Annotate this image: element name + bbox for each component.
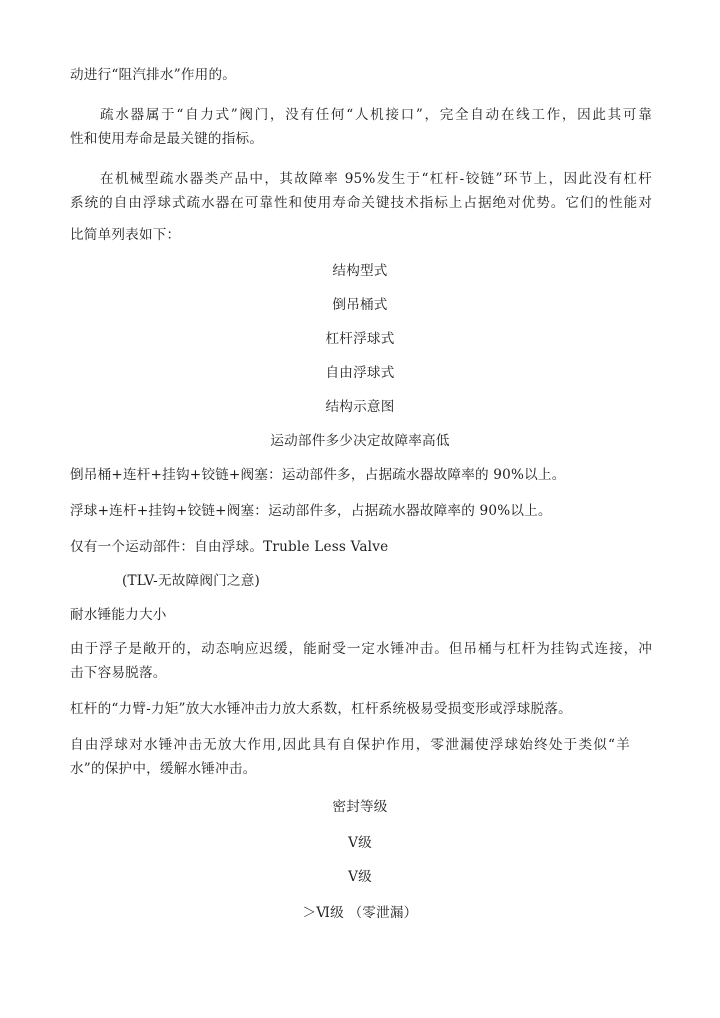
- paragraph-line: 浮球+连杆+挂钩+铰链+阀塞：运动部件多，占据疏水器故障率的 90%以上。: [70, 503, 552, 519]
- paragraph-line: 击下容易脱落。: [70, 665, 167, 681]
- table-header-schematic: 结构示意图: [325, 399, 395, 415]
- table-cell-seal-grade-lever: Ⅴ级: [348, 869, 372, 885]
- table-header-seal-grade: 密封等级: [332, 799, 388, 815]
- paragraph-line: 水”的保护中，缓解水锤冲击。: [70, 761, 257, 777]
- table-header-water-hammer: 耐水锤能力大小: [70, 607, 167, 623]
- paragraph-line: 杠杆的“力臂-力矩”放大水锤冲击力放大系数，杠杆系统极易受损变形或浮球脱落。: [70, 701, 572, 717]
- table-cell-free-float: 自由浮球式: [325, 365, 395, 381]
- paragraph-line: (TLV-无故障阀门之意): [122, 573, 261, 589]
- paragraph-line: 在机械型疏水器类产品中，其故障率 95%发生于“杠杆-铰链”环节上，因此没有杠杆: [100, 171, 652, 187]
- table-cell-inverted-bucket: 倒吊桶式: [332, 297, 388, 313]
- paragraph-line: 由于浮子是敞开的，动态响应迟缓，能耐受一定水锤冲击。但吊桶与杠杆为挂钩式连接，冲: [70, 641, 652, 657]
- paragraph-line: 系统的自由浮球式疏水器在可靠性和使用寿命关键技术指标上占据绝对优势。它们的性能对: [70, 195, 652, 211]
- table-cell-seal-grade-bucket: Ⅴ级: [348, 835, 372, 851]
- paragraph-line: 疏水器属于“自力式”阀门，没有任何“人机接口”，完全自动在线工作，因此其可靠: [100, 107, 652, 123]
- paragraph-line: 自由浮球对水锤冲击无放大作用,因此具有自保护作用，零泄漏使浮球始终处于类似“羊: [70, 737, 630, 753]
- paragraph-line: 性和使用寿命是最关键的指标。: [70, 131, 264, 147]
- table-cell-seal-grade-free-float: ＞Ⅵ级 （零泄漏）: [302, 905, 418, 921]
- paragraph-line: 比简单列表如下：: [70, 227, 181, 243]
- table-cell-lever-float: 杠杆浮球式: [325, 331, 395, 347]
- paragraph-line: 仅有一个运动部件：自由浮球。Truble Less Valve: [70, 539, 389, 555]
- table-header-moving-parts: 运动部件多少决定故障率高低: [270, 433, 450, 449]
- table-header-structure-type: 结构型式: [332, 263, 388, 279]
- paragraph-line: 动进行“阻汽排水”作用的。: [70, 67, 237, 83]
- paragraph-line: 倒吊桶+连杆+挂钩+铰链+阀塞：运动部件多，占据疏水器故障率的 90%以上。: [70, 467, 566, 483]
